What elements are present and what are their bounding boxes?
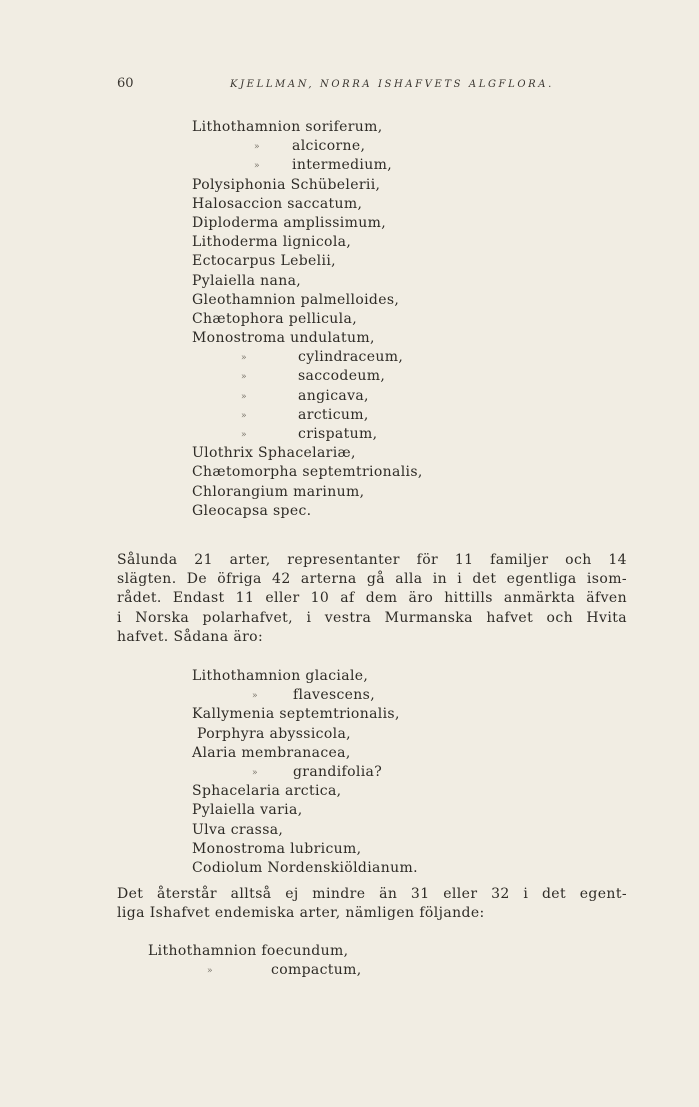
running-head: KJELLMAN, NORRA ISHAFVETS ALGFLORA. (230, 79, 554, 90)
species-name: Sphacelaria arctica, (192, 783, 342, 800)
species-name: Ectocarpus Lebelii, (192, 253, 336, 270)
species-list-2 (192, 667, 418, 878)
species-name: cylindraceum, (298, 349, 404, 366)
species-name: Halosaccion saccatum, (192, 195, 363, 212)
species-entry (192, 291, 423, 310)
species-entry (148, 961, 362, 980)
species-entry (192, 763, 418, 782)
species-entry (192, 444, 423, 463)
species-entry (192, 406, 423, 425)
ditto-mark: » (207, 966, 213, 977)
species-name: Monostroma undulatum, (192, 330, 375, 347)
page-number: 60 (117, 76, 134, 91)
species-name: compactum, (271, 962, 362, 979)
species-entry (192, 821, 418, 840)
ditto-mark: » (241, 353, 247, 364)
species-name: Pylaiella varia, (192, 802, 303, 819)
species-entry (192, 686, 418, 705)
species-entry (192, 195, 423, 214)
species-name: Chætophora pellicula, (192, 310, 358, 327)
species-entry (192, 425, 423, 444)
ditto-mark: » (252, 691, 258, 702)
species-entry (192, 310, 423, 329)
ditto-mark: » (241, 372, 247, 383)
species-entry (192, 137, 423, 156)
species-entry (192, 252, 423, 271)
species-name: Porphyra abyssicola, (197, 725, 351, 742)
species-name: Lithoderma lignicola, (192, 234, 352, 251)
species-name: saccodeum, (298, 368, 386, 385)
ditto-mark: » (254, 161, 260, 172)
species-entry (192, 463, 423, 482)
ditto-mark: » (241, 391, 247, 402)
species-name: arcticum, (298, 406, 369, 423)
paragraph-line: i Norska polarhafvet, i vestra Murmanska hafvet och Hvita (117, 609, 627, 626)
ditto-mark: » (252, 767, 258, 778)
paragraph-2 (117, 885, 627, 923)
species-entry (192, 801, 418, 820)
ditto-mark: » (241, 410, 247, 421)
species-entry (192, 502, 423, 521)
species-entry (192, 483, 423, 502)
species-name: Polysiphonia Schübelerii, (192, 176, 381, 193)
species-entry (192, 214, 423, 233)
species-name: flavescens, (293, 687, 376, 704)
species-name: Ulva crassa, (192, 821, 284, 838)
species-entry (192, 705, 418, 724)
species-name: Codiolum Nordenskiöldianum. (192, 859, 418, 876)
species-name: Gleocapsa spec. (192, 502, 312, 519)
species-name: Chlorangium marinum, (192, 483, 365, 500)
species-name: crispatum, (298, 426, 378, 442)
species-entry (192, 744, 418, 763)
species-entry (192, 118, 423, 137)
species-entry (192, 367, 423, 386)
species-name: intermedium, (292, 157, 393, 174)
species-name: Gleothamnion palmelloides, (192, 291, 400, 308)
species-list-1 (192, 118, 423, 521)
species-name: grandifolia? (293, 763, 383, 780)
species-name: Pylaiella nana, (192, 272, 302, 289)
species-name: Lithothamnion soriferum, (192, 119, 383, 135)
species-entry (192, 725, 418, 744)
species-name: Lithothamnion foecundum, (148, 943, 349, 959)
species-entry (192, 348, 423, 367)
species-name: alcicorne, (292, 138, 366, 155)
species-entry (148, 942, 348, 961)
species-entry (192, 329, 423, 348)
species-entry (192, 782, 418, 801)
species-entry (192, 233, 423, 252)
species-list-3 (148, 942, 362, 980)
paragraph-1 (117, 551, 627, 647)
species-name: Ulothrix Sphacelariæ, (192, 445, 356, 462)
paragraph-line: hafvet. Sådana äro: (117, 628, 264, 645)
ditto-mark: » (254, 142, 260, 153)
paragraph-line: rådet. Endast 11 eller 10 af dem äro hittills anmärkta äfven (117, 590, 627, 607)
species-name: Lithothamnion glaciale, (192, 668, 369, 684)
species-entry (192, 387, 423, 406)
species-entry (192, 176, 423, 195)
species-entry (192, 667, 418, 686)
species-name: Monostroma lubricum, (192, 840, 362, 857)
paragraph-line: liga Ishafvet endemiska arter, nämligen följande: (117, 905, 485, 922)
paragraph-line: Det återstår alltså ej mindre än 31 eller 32 i det egent- (117, 886, 627, 902)
species-name: Chætomorpha septemtrionalis, (192, 464, 423, 481)
ditto-mark: » (241, 430, 247, 440)
species-entry (192, 156, 423, 175)
species-name: Kallymenia septemtrionalis, (192, 706, 400, 723)
species-entry (192, 272, 423, 291)
species-entry (192, 840, 418, 859)
species-name: Diploderma amplissimum, (192, 214, 387, 231)
species-name: Alaria membranacea, (192, 744, 351, 761)
paragraph-line: Sålunda 21 arter, representanter för 11 familjer och 14 (117, 552, 627, 568)
species-entry (192, 859, 418, 878)
paragraph-line: slägten. De öfriga 42 arterna gå alla in i det egentliga isom- (117, 571, 627, 588)
species-name: angicava, (298, 387, 369, 404)
